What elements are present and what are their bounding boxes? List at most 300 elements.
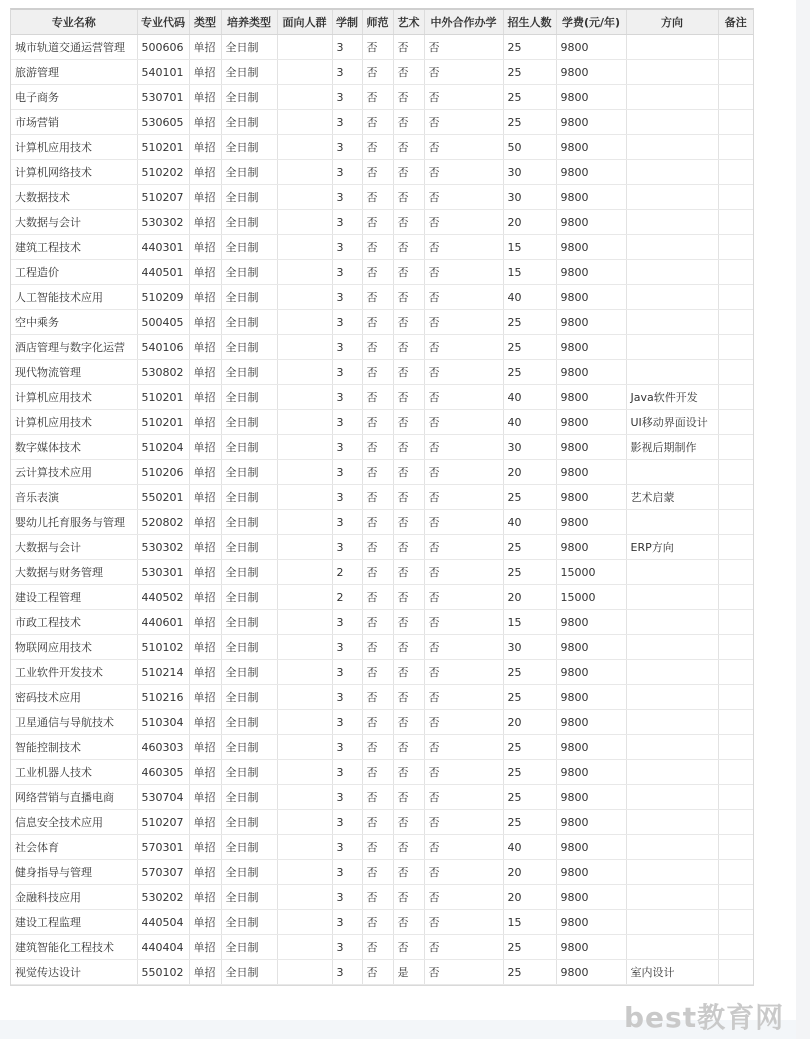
cell-type: 单招 — [189, 735, 221, 760]
cell-duration: 3 — [332, 285, 362, 310]
cell-art: 否 — [393, 685, 424, 710]
cell-teacher-training: 否 — [362, 35, 393, 60]
cell-direction — [626, 860, 718, 885]
cell-remarks — [718, 610, 753, 635]
cell-type: 单招 — [189, 435, 221, 460]
cell-major-code: 540101 — [137, 60, 189, 85]
cell-duration: 3 — [332, 485, 362, 510]
cell-art: 否 — [393, 610, 424, 635]
cell-enrollment-count: 20 — [503, 585, 556, 610]
cell-enrollment-count: 30 — [503, 635, 556, 660]
cell-tuition: 9800 — [556, 185, 626, 210]
cell-art: 否 — [393, 210, 424, 235]
cell-target-group — [277, 460, 332, 485]
table-row — [11, 135, 753, 160]
cell-major-name: 建设工程监理 — [11, 910, 137, 935]
cell-major-code: 520802 — [137, 510, 189, 535]
cell-target-group — [277, 685, 332, 710]
cell-joint-program: 否 — [424, 810, 503, 835]
cell-tuition: 9800 — [556, 635, 626, 660]
cell-enrollment-count: 30 — [503, 185, 556, 210]
cell-target-group — [277, 160, 332, 185]
cell-enrollment-count: 25 — [503, 660, 556, 685]
cell-training-type: 全日制 — [221, 60, 277, 85]
cell-direction — [626, 735, 718, 760]
table-row — [11, 35, 753, 60]
cell-training-type: 全日制 — [221, 585, 277, 610]
cell-major-code: 530202 — [137, 885, 189, 910]
cell-target-group — [277, 110, 332, 135]
cell-joint-program: 否 — [424, 835, 503, 860]
cell-duration: 3 — [332, 435, 362, 460]
cell-type: 单招 — [189, 285, 221, 310]
cell-joint-program: 否 — [424, 360, 503, 385]
cell-teacher-training: 否 — [362, 735, 393, 760]
cell-tuition: 9800 — [556, 935, 626, 960]
cell-duration: 3 — [332, 610, 362, 635]
table-row — [11, 585, 753, 610]
table-row — [11, 760, 753, 785]
cell-art: 否 — [393, 60, 424, 85]
cell-direction — [626, 635, 718, 660]
cell-type: 单招 — [189, 685, 221, 710]
cell-joint-program: 否 — [424, 435, 503, 460]
cell-teacher-training: 否 — [362, 685, 393, 710]
cell-target-group — [277, 385, 332, 410]
cell-major-name: 旅游管理 — [11, 60, 137, 85]
cell-target-group — [277, 235, 332, 260]
cell-type: 单招 — [189, 260, 221, 285]
cell-joint-program: 否 — [424, 685, 503, 710]
cell-teacher-training: 否 — [362, 435, 393, 460]
cell-major-name: 信息安全技术应用 — [11, 810, 137, 835]
cell-joint-program: 否 — [424, 935, 503, 960]
cell-duration: 3 — [332, 210, 362, 235]
cell-target-group — [277, 860, 332, 885]
cell-remarks — [718, 785, 753, 810]
cell-teacher-training: 否 — [362, 935, 393, 960]
cell-major-name: 电子商务 — [11, 85, 137, 110]
cell-direction — [626, 310, 718, 335]
cell-joint-program: 否 — [424, 635, 503, 660]
cell-enrollment-count: 20 — [503, 860, 556, 885]
cell-remarks — [718, 360, 753, 385]
cell-major-name: 酒店管理与数字化运营 — [11, 335, 137, 360]
cell-type: 单招 — [189, 760, 221, 785]
cell-tuition: 9800 — [556, 835, 626, 860]
cell-direction — [626, 35, 718, 60]
cell-enrollment-count: 25 — [503, 960, 556, 985]
cell-joint-program: 否 — [424, 160, 503, 185]
cell-enrollment-count: 40 — [503, 385, 556, 410]
cell-duration: 3 — [332, 335, 362, 360]
cell-target-group — [277, 535, 332, 560]
cell-direction — [626, 710, 718, 735]
cell-teacher-training: 否 — [362, 585, 393, 610]
cell-remarks — [718, 685, 753, 710]
cell-training-type: 全日制 — [221, 910, 277, 935]
table-row — [11, 835, 753, 860]
cell-tuition: 9800 — [556, 910, 626, 935]
cell-teacher-training: 否 — [362, 860, 393, 885]
cell-major-name: 现代物流管理 — [11, 360, 137, 385]
cell-direction — [626, 260, 718, 285]
cell-joint-program: 否 — [424, 235, 503, 260]
cell-major-code: 440601 — [137, 610, 189, 635]
cell-training-type: 全日制 — [221, 710, 277, 735]
table-row — [11, 385, 753, 410]
cell-major-name: 建筑工程技术 — [11, 235, 137, 260]
cell-direction — [626, 335, 718, 360]
cell-target-group — [277, 835, 332, 860]
cell-remarks — [718, 335, 753, 360]
cell-target-group — [277, 435, 332, 460]
cell-remarks — [718, 710, 753, 735]
cell-remarks — [718, 435, 753, 460]
cell-target-group — [277, 910, 332, 935]
cell-tuition: 9800 — [556, 760, 626, 785]
cell-enrollment-count: 20 — [503, 210, 556, 235]
cell-joint-program: 否 — [424, 535, 503, 560]
cell-target-group — [277, 60, 332, 85]
cell-type: 单招 — [189, 410, 221, 435]
cell-target-group — [277, 185, 332, 210]
cell-tuition: 9800 — [556, 860, 626, 885]
cell-direction — [626, 760, 718, 785]
cell-teacher-training: 否 — [362, 285, 393, 310]
cell-art: 否 — [393, 185, 424, 210]
cell-joint-program: 否 — [424, 760, 503, 785]
cell-training-type: 全日制 — [221, 785, 277, 810]
cell-joint-program: 否 — [424, 385, 503, 410]
cell-major-code: 510207 — [137, 185, 189, 210]
cell-joint-program: 否 — [424, 60, 503, 85]
cell-art: 否 — [393, 35, 424, 60]
cell-major-name: 大数据与会计 — [11, 535, 137, 560]
cell-enrollment-count: 25 — [503, 735, 556, 760]
cell-remarks — [718, 60, 753, 85]
cell-major-name: 人工智能技术应用 — [11, 285, 137, 310]
cell-training-type: 全日制 — [221, 960, 277, 985]
table-row — [11, 935, 753, 960]
cell-art: 否 — [393, 710, 424, 735]
cell-duration: 3 — [332, 385, 362, 410]
cell-major-name: 计算机应用技术 — [11, 135, 137, 160]
cell-target-group — [277, 660, 332, 685]
cell-remarks — [718, 35, 753, 60]
cell-tuition: 9800 — [556, 435, 626, 460]
cell-target-group — [277, 335, 332, 360]
cell-teacher-training: 否 — [362, 560, 393, 585]
cell-target-group — [277, 610, 332, 635]
cell-type: 单招 — [189, 535, 221, 560]
cell-remarks — [718, 85, 753, 110]
cell-direction — [626, 185, 718, 210]
cell-joint-program: 否 — [424, 285, 503, 310]
cell-duration: 3 — [332, 310, 362, 335]
cell-major-code: 510209 — [137, 285, 189, 310]
cell-major-code: 440504 — [137, 910, 189, 935]
cell-major-name: 市场营销 — [11, 110, 137, 135]
table-row — [11, 185, 753, 210]
cell-duration: 3 — [332, 135, 362, 160]
cell-remarks — [718, 835, 753, 860]
cell-training-type: 全日制 — [221, 85, 277, 110]
cell-type: 单招 — [189, 35, 221, 60]
cell-type: 单招 — [189, 185, 221, 210]
cell-training-type: 全日制 — [221, 35, 277, 60]
table-row — [11, 735, 753, 760]
cell-duration: 3 — [332, 360, 362, 385]
cell-enrollment-count: 25 — [503, 935, 556, 960]
cell-target-group — [277, 285, 332, 310]
cell-joint-program: 否 — [424, 460, 503, 485]
table-row — [11, 485, 753, 510]
cell-joint-program: 否 — [424, 410, 503, 435]
cell-major-code: 510216 — [137, 685, 189, 710]
cell-major-name: 工程造价 — [11, 260, 137, 285]
cell-duration: 3 — [332, 235, 362, 260]
column-header-art: 艺术 — [393, 10, 424, 35]
table-row — [11, 710, 753, 735]
cell-enrollment-count: 15 — [503, 260, 556, 285]
cell-teacher-training: 否 — [362, 785, 393, 810]
table-row — [11, 610, 753, 635]
cell-major-code: 440501 — [137, 260, 189, 285]
table-row — [11, 910, 753, 935]
cell-training-type: 全日制 — [221, 435, 277, 460]
cell-remarks — [718, 235, 753, 260]
cell-direction — [626, 210, 718, 235]
table-row — [11, 60, 753, 85]
cell-major-name: 市政工程技术 — [11, 610, 137, 635]
cell-direction — [626, 110, 718, 135]
enrollment-table-container — [10, 8, 754, 986]
cell-tuition: 9800 — [556, 135, 626, 160]
cell-enrollment-count: 50 — [503, 135, 556, 160]
cell-enrollment-count: 25 — [503, 310, 556, 335]
cell-tuition: 9800 — [556, 160, 626, 185]
cell-remarks — [718, 460, 753, 485]
cell-training-type: 全日制 — [221, 260, 277, 285]
cell-type: 单招 — [189, 560, 221, 585]
cell-direction — [626, 660, 718, 685]
watermark-logo: best教育网 — [624, 1001, 785, 1034]
cell-tuition: 9800 — [556, 510, 626, 535]
cell-enrollment-count: 15 — [503, 610, 556, 635]
cell-major-code: 510202 — [137, 160, 189, 185]
cell-remarks — [718, 110, 753, 135]
cell-major-name: 网络营销与直播电商 — [11, 785, 137, 810]
cell-major-name: 健身指导与管理 — [11, 860, 137, 885]
cell-duration: 2 — [332, 585, 362, 610]
cell-remarks — [718, 935, 753, 960]
cell-training-type: 全日制 — [221, 110, 277, 135]
table-header-row — [11, 10, 753, 35]
table-row — [11, 210, 753, 235]
cell-remarks — [718, 210, 753, 235]
cell-joint-program: 否 — [424, 610, 503, 635]
cell-major-name: 社会体育 — [11, 835, 137, 860]
column-header-enrollment-count: 招生人数 — [503, 10, 556, 35]
cell-training-type: 全日制 — [221, 660, 277, 685]
cell-training-type: 全日制 — [221, 935, 277, 960]
table-row — [11, 560, 753, 585]
table-row — [11, 785, 753, 810]
cell-major-code: 510206 — [137, 460, 189, 485]
cell-art: 否 — [393, 285, 424, 310]
cell-training-type: 全日制 — [221, 135, 277, 160]
cell-target-group — [277, 960, 332, 985]
table-row — [11, 535, 753, 560]
cell-major-name: 城市轨道交通运营管理 — [11, 35, 137, 60]
cell-art: 否 — [393, 560, 424, 585]
cell-type: 单招 — [189, 960, 221, 985]
cell-target-group — [277, 35, 332, 60]
cell-major-code: 440404 — [137, 935, 189, 960]
cell-remarks — [718, 560, 753, 585]
cell-major-name: 工业机器人技术 — [11, 760, 137, 785]
cell-training-type: 全日制 — [221, 335, 277, 360]
cell-remarks — [718, 260, 753, 285]
cell-teacher-training: 否 — [362, 810, 393, 835]
cell-target-group — [277, 760, 332, 785]
table-row — [11, 635, 753, 660]
cell-art: 否 — [393, 885, 424, 910]
cell-major-name: 物联网应用技术 — [11, 635, 137, 660]
cell-target-group — [277, 810, 332, 835]
cell-training-type: 全日制 — [221, 810, 277, 835]
cell-remarks — [718, 285, 753, 310]
cell-enrollment-count: 25 — [503, 760, 556, 785]
cell-remarks — [718, 485, 753, 510]
cell-teacher-training: 否 — [362, 335, 393, 360]
cell-enrollment-count: 30 — [503, 160, 556, 185]
cell-art: 否 — [393, 360, 424, 385]
cell-training-type: 全日制 — [221, 735, 277, 760]
cell-direction — [626, 785, 718, 810]
cell-art: 否 — [393, 310, 424, 335]
cell-direction — [626, 910, 718, 935]
cell-teacher-training: 否 — [362, 110, 393, 135]
cell-direction — [626, 235, 718, 260]
cell-major-code: 510204 — [137, 435, 189, 460]
cell-direction — [626, 135, 718, 160]
cell-type: 单招 — [189, 310, 221, 335]
cell-enrollment-count: 25 — [503, 35, 556, 60]
cell-remarks — [718, 160, 753, 185]
cell-enrollment-count: 25 — [503, 85, 556, 110]
cell-enrollment-count: 25 — [503, 560, 556, 585]
cell-enrollment-count: 25 — [503, 810, 556, 835]
cell-joint-program: 否 — [424, 485, 503, 510]
cell-art: 否 — [393, 760, 424, 785]
table-row — [11, 360, 753, 385]
column-header-type: 类型 — [189, 10, 221, 35]
cell-teacher-training: 否 — [362, 410, 393, 435]
cell-major-code: 510201 — [137, 410, 189, 435]
cell-type: 单招 — [189, 860, 221, 885]
cell-tuition: 9800 — [556, 535, 626, 560]
cell-direction — [626, 935, 718, 960]
cell-duration: 3 — [332, 685, 362, 710]
cell-art: 否 — [393, 435, 424, 460]
scrollbar-track[interactable] — [796, 0, 810, 1039]
cell-joint-program: 否 — [424, 910, 503, 935]
cell-art: 否 — [393, 910, 424, 935]
cell-duration: 3 — [332, 510, 362, 535]
cell-enrollment-count: 25 — [503, 485, 556, 510]
cell-joint-program: 否 — [424, 885, 503, 910]
table-row — [11, 885, 753, 910]
cell-target-group — [277, 585, 332, 610]
table-row — [11, 160, 753, 185]
cell-teacher-training: 否 — [362, 160, 393, 185]
cell-tuition: 9800 — [556, 110, 626, 135]
cell-type: 单招 — [189, 610, 221, 635]
cell-major-name: 婴幼儿托育服务与管理 — [11, 510, 137, 535]
cell-training-type: 全日制 — [221, 385, 277, 410]
cell-tuition: 9800 — [556, 785, 626, 810]
cell-enrollment-count: 30 — [503, 435, 556, 460]
cell-tuition: 9800 — [556, 385, 626, 410]
column-header-major-name: 专业名称 — [11, 10, 137, 35]
cell-remarks — [718, 660, 753, 685]
cell-art: 否 — [393, 785, 424, 810]
cell-type: 单招 — [189, 885, 221, 910]
cell-direction — [626, 285, 718, 310]
cell-tuition: 9800 — [556, 810, 626, 835]
cell-major-code: 530605 — [137, 110, 189, 135]
cell-direction: UI移动界面设计 — [626, 410, 718, 435]
cell-type: 单招 — [189, 585, 221, 610]
cell-teacher-training: 否 — [362, 260, 393, 285]
cell-type: 单招 — [189, 60, 221, 85]
cell-joint-program: 否 — [424, 310, 503, 335]
cell-remarks — [718, 410, 753, 435]
cell-target-group — [277, 560, 332, 585]
cell-art: 否 — [393, 835, 424, 860]
cell-remarks — [718, 135, 753, 160]
cell-training-type: 全日制 — [221, 535, 277, 560]
column-header-training-type: 培养类型 — [221, 10, 277, 35]
cell-duration: 3 — [332, 785, 362, 810]
cell-major-name: 大数据与会计 — [11, 210, 137, 235]
cell-major-name: 卫星通信与导航技术 — [11, 710, 137, 735]
cell-type: 单招 — [189, 660, 221, 685]
cell-tuition: 9800 — [556, 710, 626, 735]
cell-art: 是 — [393, 960, 424, 985]
cell-joint-program: 否 — [424, 510, 503, 535]
cell-type: 单招 — [189, 335, 221, 360]
cell-remarks — [718, 760, 753, 785]
cell-joint-program: 否 — [424, 35, 503, 60]
cell-remarks — [718, 185, 753, 210]
cell-art: 否 — [393, 110, 424, 135]
cell-target-group — [277, 935, 332, 960]
cell-training-type: 全日制 — [221, 860, 277, 885]
cell-art: 否 — [393, 335, 424, 360]
cell-teacher-training: 否 — [362, 385, 393, 410]
cell-teacher-training: 否 — [362, 210, 393, 235]
table-row — [11, 810, 753, 835]
cell-type: 单招 — [189, 160, 221, 185]
cell-art: 否 — [393, 510, 424, 535]
cell-enrollment-count: 40 — [503, 510, 556, 535]
cell-duration: 3 — [332, 260, 362, 285]
cell-major-name: 智能控制技术 — [11, 735, 137, 760]
cell-training-type: 全日制 — [221, 685, 277, 710]
